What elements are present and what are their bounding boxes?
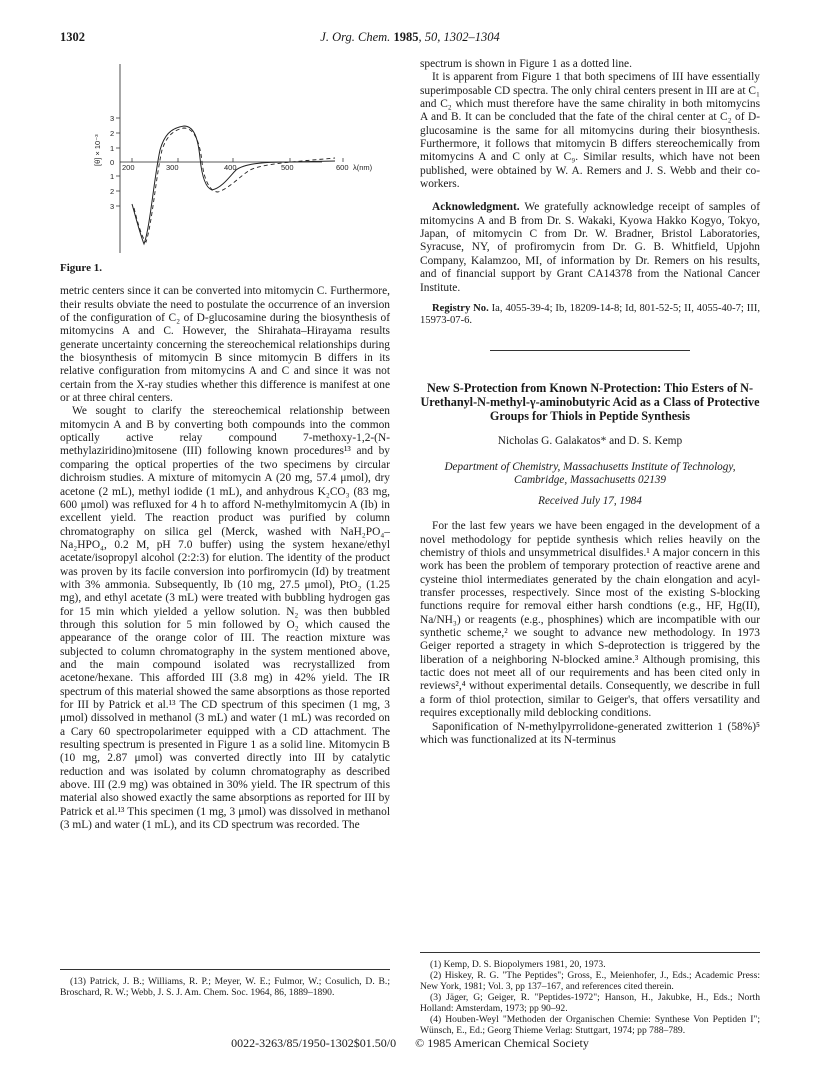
y-ticks <box>116 118 120 206</box>
reference-item: (13) Patrick, J. B.; Williams, R. P.; Meyer, W. E.; Fulmor, W.; Cosulich, D. B.; Broschard, R. W.; Webb, J. S. J. Am. Chem. Soc. 1964, 86, 1889–1890. <box>60 976 390 998</box>
journal-citation <box>60 30 760 45</box>
y-tick-label: 1 <box>110 172 115 181</box>
left-column <box>60 58 390 832</box>
y-tick-label: 3 <box>110 202 115 211</box>
right-paragraph-3: For the last few years we have been engaged in the development of a novel methodology for peptide synthesis which relies heavily on the chemistry of thiols and unsymmetrical disulfides.¹ A major concern in this work has been the problem of temporary protection of reactive arene and cysteine thiol intermediates generated by the chain elongation and acyl-transfer processes, respectively. Since most of the existing S-blocking functions require for removal either harsh condtions (e.g., HF, Hg(II), Na/NH₃) or reagents (e.g., phosphines) which are incompatible with our synthetic scheme,² we sought to advance new methodology. In 1973 Geiger reported a stragety in which S-deprotection is triggered by the liberation of a neighboring N-blocked amine.³ Although promising, this tactic does not meet all of our requirements and has been cited only in reviews²,⁴ without experimental details. Consequently, we describe in full a form of thiol protection, similar to Geiger's, that offers versatility and requires exceptionally mild deblocking conditions. <box>420 520 760 720</box>
y-tick-label: 2 <box>110 129 115 138</box>
article-title: New S-Protection from Known N-Protection: Thio Esters of N-Urethanyl-N-methyl-γ-aminobutyric Acid as a Class of Protective Groups for Thiols in Peptide Synthesis <box>420 380 760 424</box>
reference-item: (1) Kemp, D. S. Biopolymers 1981, 20, 1973. <box>430 959 606 970</box>
page-number: 1302 <box>60 30 85 44</box>
x-tick-label: 500 <box>281 163 294 172</box>
registry-heading: Registry No. <box>432 302 489 314</box>
article-affiliation: Department of Chemistry, Massachusetts Institute of Technology, Cambridge, Massachusetts 02139 <box>444 460 736 486</box>
reference-item: (4) Houben-Weyl "Methoden der Organischen Chemie: Synthese Von Peptiden I"; Wünsch, E., Ed.; Georg Thieme Verlag: Stuttgart, 1974; pp 788–789. <box>420 1014 760 1036</box>
y-tick-label: 3 <box>110 114 115 123</box>
x-tick-label: 200 <box>122 163 135 172</box>
section-divider <box>490 350 690 351</box>
figure-1 <box>60 58 390 258</box>
registry-text: Ia, 4055-39-4; Ib, 18209-14-8; Id, 801-52-5; II, 4055-40-7; III, 15973-07-6. <box>420 302 760 327</box>
cd-spectrum-plot <box>60 58 390 258</box>
registry-numbers <box>420 303 760 328</box>
dotted-line-series <box>134 128 335 242</box>
journal-year: 1985 <box>393 30 419 44</box>
right-paragraph-1: spectrum is shown in Figure 1 as a dotted line. <box>420 58 632 70</box>
y-tick-label: 0 <box>110 158 115 167</box>
running-header <box>60 30 760 46</box>
journal-volume-pages: , 50, 1302–1304 <box>418 30 500 44</box>
right-paragraph-4: Saponification of N-methylpyrrolidone-generated zwitterion 1 (58%)⁵ which was functionalized at its N-terminus <box>420 720 760 746</box>
received-date: Received July 17, 1984 <box>538 495 642 508</box>
right-footnotes <box>420 952 760 1036</box>
x-tick-label: 300 <box>166 163 179 172</box>
right-paragraph-2: It is apparent from Figure 1 that both specimens of III have essentially superimposable CD spectra. The only chiral centers present in III are at C₁ and C₂ which must therefore have the same chirality in both mitomycins A and B. It can be concluded that the fate of the chiral center at C₂ of D-glucosamine is the same for all mitomycins during their biosynthesis. Furthermore, it follows that mitomycin B differs stereochemically from mitomycins A and C only at C₉. Similar results, which have not been published, were obtained by W. A. Remers and J. S. Webb and their co-workers. <box>420 71 760 191</box>
article-authors: Nicholas G. Galakatos* and D. S. Kemp <box>497 435 683 448</box>
article-code: 0022-3263/85/1950-1302$01.50/0 <box>231 1036 397 1050</box>
journal-name: J. Org. Chem. <box>320 30 391 44</box>
reference-item: (3) Jäger, G; Geiger, R. "Peptides-1972"; Hanson, H., Jakubke, H., Eds.; North Holland: Amsterdam, 1973; pp 90–92. <box>420 992 760 1014</box>
reference-item: (2) Hiskey, R. G. "The Peptides"; Gross, E., Meienhofer, J., Eds.; Academic Press: New York, 1981; Vol. 3, pp 137–167, and references cited therein. <box>420 970 760 992</box>
left-footnotes <box>60 969 390 998</box>
x-unit-label: λ(nm) <box>353 163 373 172</box>
acknowledgment-heading: Acknowledgment. <box>432 201 520 214</box>
acknowledgment <box>420 201 760 294</box>
right-column <box>420 58 760 747</box>
acknowledgment-text: We gratefully acknowledge receipt of samples of mitomycins A and B from Dr. S. Wakaki, Kyowa Hakko Kogyo, Tokyo, Japan, of mitomycin C from Dr. W. Bradner, Bristol Laboratories, Syracuse, NY, of profiromycin from Dr. G. B. Whitfield, Upjohn Company, Kalamzoo, MI, of information by Dr. Remers on his results, and of financial support by Grant CA14378 from the National Cancer Institute. <box>420 201 760 294</box>
left-paragraph-1: metric centers since it can be converted into mitomycin C. Furthermore, their results obviate the need to postulate the occurrence of an inversion of the configuration of C₂ of D-glucosamine during the biosynthesis of mitomycins A and C. However, the Shirahata–Hirayama results generate uncertainty concerning the stereochemical relationships during the biosynthesis of mitomycin B since mitomycin B differs in its relative configuration from mitomycins A and C and since it was not certain from the X-ray studies whether this difference is manifest at one or at three chiral centers. <box>60 285 390 405</box>
page-footer <box>60 1036 760 1051</box>
x-tick-label: 600 <box>336 163 349 172</box>
figure-caption: Figure 1. <box>60 262 102 274</box>
left-paragraph-2: We sought to clarify the stereochemical relationship between mitomycin A and B by converting both compounds into the common optically active relay compound 7-methoxy-1,2-(N-methylaziridino)mitosene (III) following known procedures¹³ and by comparing the optical properties of the two specimens by circular dichroism studies. A mixture of mitomycin A (20 mg, 57.4 μmol), dry acetone (2 mL), methyl iodide (1 mL), and anhydrous K₂CO₃ (83 mg, 600 μmol) was refluxed for 4 h to afford N-methylmitomycin A (Ib) in excellent yield. The reaction product was purified by column chromatography on silica gel (Merck, washed with NaH₂PO₄–Na₂HPO₄, 0.2 M, pH 7.0 buffer) using the system hexane/ethyl acetate/isopropyl alcohol (2:2:3) for elution. The identity of the product was proven by its facile conversion into porfiromycin (Id) by treatment with 3% ammonia. Subsequently, Ib (10 mg, 27.5 μmol), PtO₂ (1.25 mg), and ethyl acetate (3 mL) were treated with bubbling hydrogen gas for 15 min which yielded a yellow solution. N₂ was then bubbled through this solution for 5 min followed by O₂ which caused the appearance of the orange color of III. The reaction mixture was subjected to column chromatography in the system mentioned above, and the main compound isolated was recrystallized from acetone/hexane. This afforded III (3.8 mg) in 42% yield. The IR spectrum of this material showed the same absorptions as those reported for III by Patrick et al.¹³ The CD spectrum of this specimen (1 mg, 3 μmol) dissolved in methanol (3 mL) and water (1 mL) was recorded on a Cary 60 spectropolarimeter equipped with a CD attachment. The resulting spectrum is presented in Figure 1 as a solid line. Mitomycin B (10 mg, 2.87 μmol) was converted directly into III by catalytic reduction and was isolated by column chromatography as described above. III (2.9 mg) was obtained in 30% yield. The IR spectrum of this material also showed exactly the same absorptions as reported for III by Patrick et al.¹³ This specimen (1 mg, 3 μmol) was dissolved in methanol (3 mL) and water (1 mL), and its CD spectrum was recorded. The <box>60 405 390 832</box>
solid-line-series <box>132 126 335 244</box>
copyright: © 1985 American Chemical Society <box>415 1036 589 1050</box>
y-tick-label: 1 <box>110 144 115 153</box>
y-axis-label: [θ] × 10⁻³ <box>93 134 102 166</box>
x-tick-label: 400 <box>224 163 237 172</box>
y-tick-label: 2 <box>110 187 115 196</box>
